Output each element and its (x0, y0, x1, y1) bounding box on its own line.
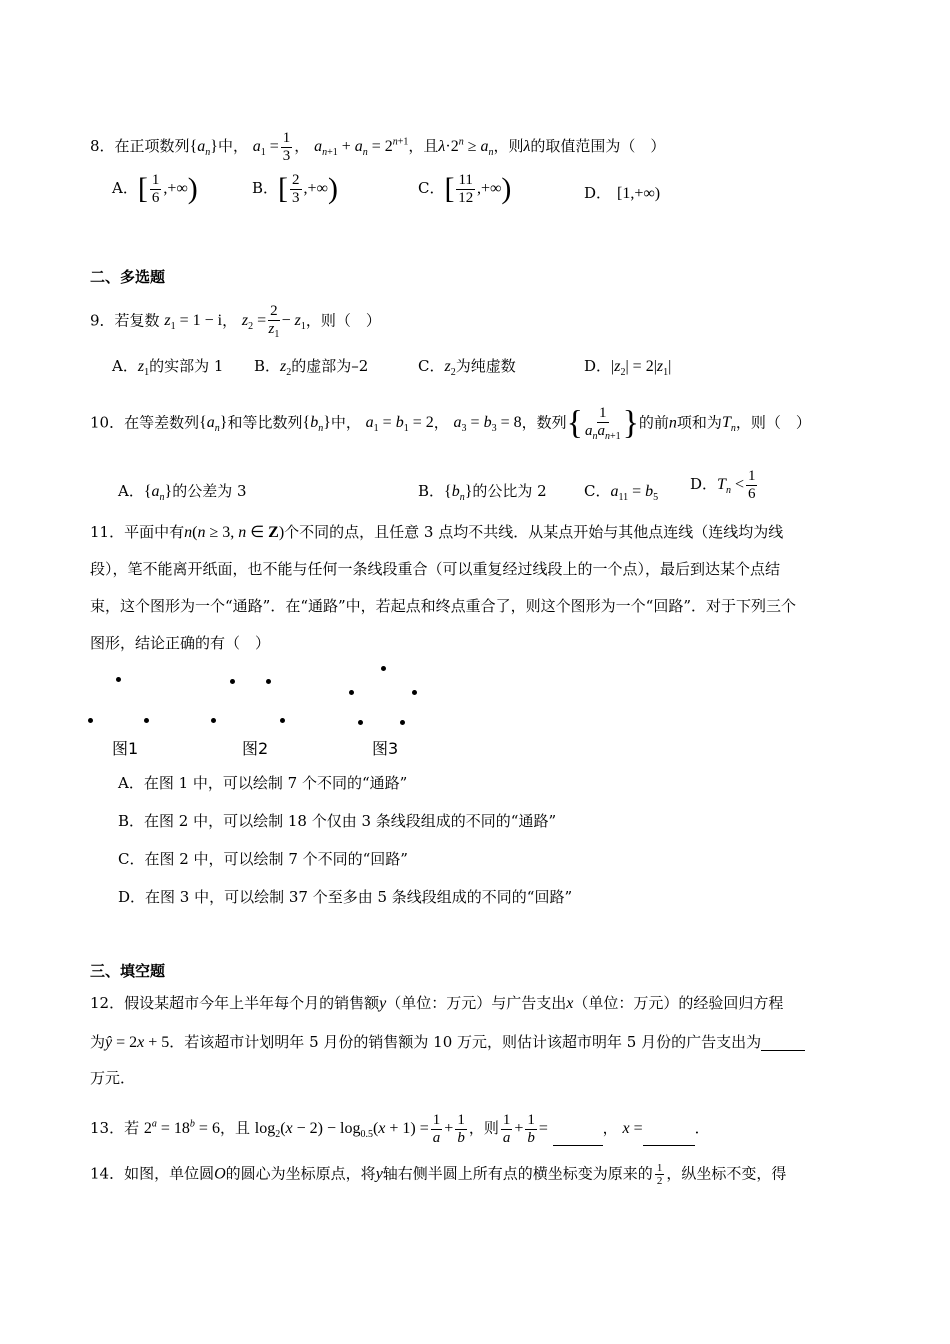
q12-answer-blank[interactable] (761, 1034, 805, 1051)
fig1-point (144, 718, 149, 723)
q12-stem-line3: 万元． (90, 1069, 136, 1087)
fig3-point (412, 690, 417, 695)
q10-option-d: D．$T_n$ < $\frac{1}{6}$ (690, 468, 756, 502)
fig3-point (381, 666, 386, 671)
q9-option-d: D．$|z_2| = 2|z_1|$ (584, 357, 672, 379)
q11-option-b: B．在图 2 中，可以绘制 18 个仅由 3 条线段组成的不同的“通路” (118, 812, 557, 830)
fig2-point (280, 718, 285, 723)
q9-number: 9． (90, 311, 115, 330)
q12-stem-line1: 12．假设某超市今年上半年每个月的销售额y（单位：万元）与广告支出x（单位：万元）的经验回归方程 (90, 994, 784, 1012)
q11-stem-line2: 段），笔不能离开纸面，也不能与任何一条线段重合（可以重复经过线段上的一个点），最后到达某个点结 (90, 560, 781, 578)
section-heading-multiple-choice: 二、多选题 (90, 268, 166, 286)
q11-number: 11． (90, 523, 125, 541)
q10-number: 10． (90, 413, 125, 432)
q10-option-a: A．$\{a_n\}$的公差为 3 (118, 482, 247, 504)
q9-option-a: A．$z_1$的实部为 1 (112, 357, 224, 379)
q14-stem: 14．如图，单位圆O的圆心为坐标原点，将y轴右侧半圆上所有点的横坐标变为原来的 $\frac{1}{2}$ ，纵坐标不变，得 (90, 1162, 787, 1188)
fig2-point (230, 679, 235, 684)
q13-number: 13． (90, 1119, 125, 1137)
q8-stem: 8．在正项数列$\{a_n\}$中， $a_1$ = $\frac{1}{3}$ ， $a_{n+1} + a_n = 2^{n+1}$，且$\lambda\cdot 2^n \ge a_n$，则λ的取值范围为（ ） (90, 130, 666, 164)
q12-stem-line2: 为ŷ = 2x + 5．若该超市计划明年 5 月份的销售额为 10 万元，则估计该超市明年 5 月份的广告支出为 (90, 1034, 805, 1051)
q13-answer-blank-1[interactable] (553, 1129, 603, 1146)
q8-option-a: A．[ $\frac{1}{6}$ ,+∞) (112, 172, 198, 206)
figure-2-label: 图2 (242, 739, 269, 758)
q11-option-c: C．在图 2 中，可以绘制 7 个不同的“回路” (118, 850, 408, 868)
fig3-point (358, 720, 363, 725)
q11-option-d: D．在图 3 中，可以绘制 37 个至多由 5 条线段组成的不同的“回路” (118, 888, 573, 906)
q13-stem: 13．若 $2^a = 18^b = 6$，且 $\log_2(x - 2) - \log_{0.5}(x + 1)$ = $\frac{1}{a}$ + $\frac{1}{b}$ ，则 $\frac{1}{a}$ + $\frac{1}{b}$ = ， x = ． (90, 1112, 710, 1146)
fig3-point (349, 690, 354, 695)
figure-1-label: 图1 (112, 739, 139, 758)
q11-stem-line1: 11．平面中有n(n ≥ 3, n ∈ Z)个不同的点，且任意 3 点均不共线．从某点开始与其他点连线（连线均为线 (90, 523, 784, 541)
q9-option-c: C．$z_2$为纯虚数 (418, 357, 516, 379)
q12-number: 12． (90, 994, 125, 1012)
figure-3-label: 图3 (372, 739, 399, 758)
q10-option-b: B．$\{b_n\}$的公比为 2 (418, 482, 547, 504)
fig2-point (266, 679, 271, 684)
fig2-point (211, 718, 216, 723)
q13-answer-blank-2[interactable] (643, 1129, 695, 1146)
q11-stem-line4: 图形，结论正确的有（ ） (90, 634, 271, 652)
fig1-point (88, 718, 93, 723)
q9-stem: 9．若复数 $z_1 = 1 - i$， $z_2$ = $\frac{2}{z_1}$ − $z_1$，则（ ） (90, 303, 381, 340)
fig1-point (116, 677, 121, 682)
q8-option-b: B．[ $\frac{2}{3}$ ,+∞) (252, 172, 338, 206)
q11-stem-line3: 束，这个图形为一个“通路”．在“通路”中，若起点和终点重合了，则这个图形为一个“回路”．对于下列三个 (90, 597, 797, 615)
section-heading-fill-in: 三、填空题 (90, 962, 166, 980)
q9-option-b: B．$z_2$的虚部为–2 (254, 357, 369, 379)
q14-number: 14． (90, 1164, 125, 1183)
q8-option-d: D． [1,+∞) (584, 184, 661, 202)
fig3-point (400, 720, 405, 725)
q10-stem: 10．在等差数列$\{a_n\}$和等比数列$\{b_n\}$中， $a_1 = b_1 = 2$， $a_3 = b_3 = 8$，数列{ $\frac{1}{a_na_{n+1}}$ }的前n项和为$T_n$，则（ ） (90, 404, 811, 442)
q10-option-c: C．$a_{11} = b_5$ (584, 482, 659, 504)
q8-option-c: C．[ $\frac{11}{12}$ ,+∞) (418, 172, 512, 206)
q11-option-a: A．在图 1 中，可以绘制 7 个不同的“通路” (118, 774, 408, 792)
q8-number: 8． (90, 137, 115, 155)
